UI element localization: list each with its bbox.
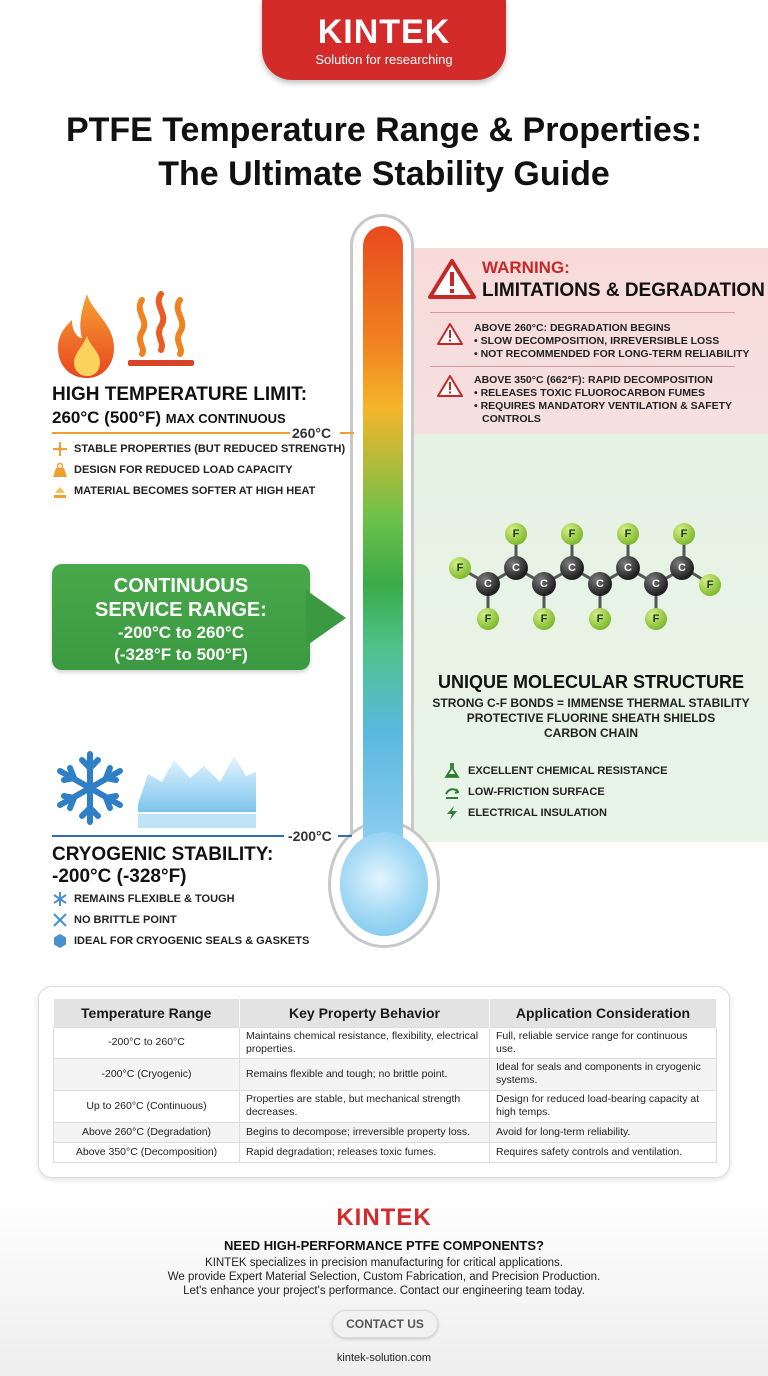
table-cell: Avoid for long-term reliability. bbox=[490, 1122, 717, 1142]
carbon-atom: C bbox=[670, 556, 694, 580]
molecule-description: STRONG C-F BONDS = IMMENSE THERMAL STABILITY PROTECTIVE FLUORINE SHEATH SHIELDS CARBON CHAIN bbox=[432, 696, 750, 740]
warning-subtitle: LIMITATIONS & DEGRADATION bbox=[482, 280, 765, 301]
table-cell: Begins to decompose; irreversible property loss. bbox=[240, 1122, 490, 1142]
service-range-arrow-icon bbox=[306, 590, 346, 646]
table-row bbox=[54, 1122, 717, 1142]
low-limit-tick bbox=[338, 835, 352, 837]
thermometer-gradient-tube bbox=[363, 226, 403, 876]
carbon-atom: C bbox=[588, 572, 612, 596]
low-limit-line bbox=[52, 835, 284, 837]
table-cell: Up to 260°C (Continuous) bbox=[54, 1090, 240, 1122]
warning-triangle-icon bbox=[428, 258, 476, 300]
carbon-atom: C bbox=[532, 572, 556, 596]
warning-block-260: ABOVE 260°C: DEGRADATION BEGINS • SLOW DECOMPOSITION, IRREVERSIBLE LOSS • NOT RECOMMENDED FOR LONG-TERM RELIABILITY bbox=[474, 322, 750, 360]
weight-icon bbox=[52, 462, 68, 478]
high-temp-value-suffix: MAX CONTINUOUS bbox=[165, 411, 286, 426]
low-limit-mark: -200°C bbox=[288, 828, 332, 844]
low-friction-icon bbox=[444, 784, 460, 800]
warning-divider bbox=[430, 312, 735, 313]
footer-brand-logo: KINTEK bbox=[336, 1204, 432, 1231]
carbon-atom: C bbox=[616, 556, 640, 580]
list-item: NO BRITTLE POINT bbox=[52, 909, 309, 930]
snowflake-small-icon bbox=[52, 891, 68, 907]
contact-us-button[interactable]: CONTACT US bbox=[332, 1310, 438, 1338]
table-row bbox=[54, 1058, 717, 1090]
table-header: Temperature Range bbox=[54, 999, 240, 1027]
service-range-box bbox=[52, 564, 310, 670]
heat-waves-icon bbox=[128, 290, 194, 368]
list-item: STABLE PROPERTIES (BUT REDUCED STRENGTH) bbox=[52, 438, 345, 459]
thermometer-bulb bbox=[340, 832, 428, 936]
list-item: EXCELLENT CHEMICAL RESISTANCE bbox=[444, 760, 667, 781]
website-link[interactable]: kintek-solution.com bbox=[336, 1352, 432, 1364]
fluorine-atom: F bbox=[589, 608, 611, 630]
high-temp-value: 260°C (500°F) bbox=[52, 408, 162, 427]
warning-word: WARNING: bbox=[482, 258, 570, 277]
carbon-atom: C bbox=[476, 572, 500, 596]
table-cell: Full, reliable service range for continuous use. bbox=[490, 1027, 717, 1058]
table-cell: Rapid degradation; releases toxic fumes. bbox=[240, 1142, 490, 1162]
cryogenic-title: CRYOGENIC STABILITY: bbox=[52, 844, 274, 865]
list-item: DESIGN FOR REDUCED LOAD CAPACITY bbox=[52, 459, 345, 480]
list-item: ELECTRICAL INSULATION bbox=[444, 802, 667, 823]
fluorine-atom: F bbox=[477, 608, 499, 630]
table-row bbox=[54, 1027, 717, 1058]
expand-arrows-icon bbox=[52, 912, 68, 928]
table-header: Application Consideration bbox=[490, 999, 717, 1027]
table-cell: Above 350°C (Decomposition) bbox=[54, 1142, 240, 1162]
carbon-atom: C bbox=[504, 556, 528, 580]
table-header-row bbox=[54, 999, 717, 1027]
flask-icon bbox=[444, 763, 460, 779]
list-item: LOW-FRICTION SURFACE bbox=[444, 781, 667, 802]
high-limit-tick bbox=[340, 432, 354, 434]
table-row bbox=[54, 1090, 717, 1122]
service-range-line2: SERVICE RANGE: bbox=[95, 599, 267, 621]
warning-small-icon bbox=[436, 322, 464, 346]
warning-divider bbox=[430, 366, 735, 367]
list-item: MATERIAL BECOMES SOFTER AT HIGH HEAT bbox=[52, 480, 345, 501]
properties-table bbox=[53, 999, 717, 1163]
service-range-line1: CONTINUOUS bbox=[113, 575, 249, 597]
table-cell: Remains flexible and tough; no brittle point. bbox=[240, 1058, 490, 1090]
glacier-icon bbox=[138, 752, 256, 828]
service-range-celsius: -200°C to 260°C bbox=[117, 623, 245, 642]
melting-icon bbox=[52, 483, 68, 499]
list-item: IDEAL FOR CRYOGENIC SEALS & GASKETS bbox=[52, 930, 309, 951]
table-cell: -200°C to 260°C bbox=[54, 1027, 240, 1058]
footer-text: KINTEK specializes in precision manufacturing for critical applications. We provide Expert Material Selection, Custom Fabrication, and Precision Production. Let's enhance your project's performance. Contact our engineering team today. bbox=[167, 1257, 601, 1297]
table-cell: Requires safety controls and ventilation. bbox=[490, 1142, 717, 1162]
service-range-fahrenheit: (-328°F to 500°F) bbox=[114, 645, 248, 664]
brand-logo: KINTEK bbox=[317, 13, 451, 51]
carbon-atom: C bbox=[644, 572, 668, 596]
molecule-title: UNIQUE MOLECULAR STRUCTURE bbox=[438, 672, 744, 692]
fluorine-atom: F bbox=[561, 523, 583, 545]
molecule-features-list bbox=[444, 760, 667, 823]
warning-small-icon bbox=[436, 374, 464, 398]
table-header: Key Property Behavior bbox=[240, 999, 490, 1027]
table-cell: Above 260°C (Degradation) bbox=[54, 1122, 240, 1142]
fluorine-atom: F bbox=[505, 523, 527, 545]
cryogenic-value: -200°C (-328°F) bbox=[52, 866, 187, 887]
high-temp-list bbox=[52, 438, 345, 501]
page-title bbox=[0, 108, 768, 196]
fluorine-atom: F bbox=[673, 523, 695, 545]
lightning-bolt-icon bbox=[444, 805, 460, 821]
fluorine-atom: F bbox=[617, 523, 639, 545]
fluorine-atom: F bbox=[699, 574, 721, 596]
page-title-line1: PTFE Temperature Range & Properties: bbox=[65, 111, 703, 149]
carbon-atom: C bbox=[560, 556, 584, 580]
list-item: REMAINS FLEXIBLE & TOUGH bbox=[52, 888, 309, 909]
high-limit-mark: 260°C bbox=[292, 425, 332, 441]
properties-table-card bbox=[38, 986, 730, 1178]
arrows-stable-icon bbox=[52, 441, 68, 457]
footer-heading: NEED HIGH-PERFORMANCE PTFE COMPONENTS? bbox=[224, 1238, 544, 1253]
high-temp-value-row bbox=[52, 408, 286, 428]
table-cell: -200°C (Cryogenic) bbox=[54, 1058, 240, 1090]
page-title-line2: The Ultimate Stability Guide bbox=[158, 155, 610, 193]
table-cell: Design for reduced load-bearing capacity at high temps. bbox=[490, 1090, 717, 1122]
flame-icon bbox=[52, 290, 122, 380]
table-cell: Properties are stable, but mechanical strength decreases. bbox=[240, 1090, 490, 1122]
fluorine-atom: F bbox=[533, 608, 555, 630]
high-temp-title: HIGH TEMPERATURE LIMIT: bbox=[52, 384, 308, 405]
table-cell: Ideal for seals and components in cryogenic systems. bbox=[490, 1058, 717, 1090]
brand-tagline: Solution for researching bbox=[315, 52, 453, 67]
high-limit-line bbox=[52, 432, 290, 434]
fluorine-atom: F bbox=[449, 557, 471, 579]
snowflake-icon bbox=[52, 750, 128, 826]
table-cell: Maintains chemical resistance, flexibility, electrical properties. bbox=[240, 1027, 490, 1058]
brand-header-badge bbox=[262, 0, 506, 80]
cryogenic-list bbox=[52, 888, 309, 951]
table-row bbox=[54, 1142, 717, 1162]
warning-block-350: ABOVE 350°C (662°F): RAPID DECOMPOSITION • RELEASES TOXIC FLUOROCARBON FUMES • REQUIRES MANDATORY VENTILATION & SAFETY CONTROLS bbox=[474, 374, 733, 425]
seal-gasket-icon bbox=[52, 933, 68, 949]
fluorine-atom: F bbox=[645, 608, 667, 630]
